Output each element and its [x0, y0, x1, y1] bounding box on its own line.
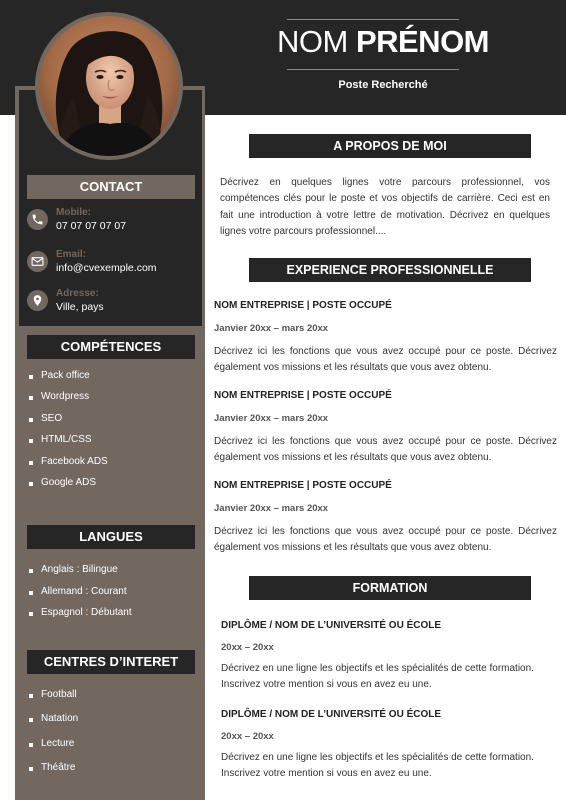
contact-value: 07 07 07 07 07	[56, 220, 127, 232]
list-item: HTML/CSS	[29, 434, 108, 455]
experience-desc: Décrivez ici les fonctions que vous avez occupé pour ce poste. Décrivez également vos missions et les résultats que vous avez obtenu.	[214, 526, 557, 553]
location-icon	[27, 290, 48, 311]
job-title: Poste Recherché	[338, 79, 428, 91]
skills-heading: COMPÉTENCES	[27, 335, 195, 359]
contact-value: info@cvexemple.com	[56, 262, 157, 274]
education-desc: Décrivez en une ligne les objectifs et les spécialités de cette formation. Inscrivez votre mention si vous en avez eu une.	[221, 663, 534, 690]
last-name: PRÉNOM	[355, 24, 490, 59]
experience-heading: EXPERIENCE PROFESSIONNELLE	[249, 258, 531, 282]
contact-heading: CONTACT	[27, 175, 195, 199]
experience-entry	[214, 480, 557, 553]
list-item: SEO	[29, 413, 108, 434]
list-item: Allemand : Courant	[29, 586, 132, 608]
candidate-name	[200, 24, 566, 60]
contact-item-mobile	[27, 207, 197, 243]
education-heading: FORMATION	[249, 576, 531, 600]
list-item: Wordpress	[29, 391, 108, 412]
experience-desc: Décrivez ici les fonctions que vous avez occupé pour ce poste. Décrivez également vos missions et les résultats que vous avez obtenu.	[214, 346, 557, 373]
list-item: Facebook ADS	[29, 456, 108, 477]
experience-dates: Janvier 20xx – mars 20xx	[214, 503, 329, 514]
education-title: DIPLÔME / NOM DE L’UNIVERSITÉ OU ÉCOLE	[221, 620, 442, 631]
experience-entry	[214, 390, 557, 463]
profile-photo	[39, 16, 179, 156]
education-title: DIPLÔME / NOM DE L’UNIVERSITÉ OU ÉCOLE	[221, 709, 442, 720]
languages-list	[29, 564, 132, 629]
education-dates: 20xx – 20xx	[221, 731, 274, 742]
list-item: Théâtre	[29, 762, 78, 786]
experience-desc: Décrivez ici les fonctions que vous avez occupé pour ce poste. Décrivez également vos missions et les résultats que vous avez obtenu.	[214, 436, 557, 463]
list-item: Google ADS	[29, 477, 108, 498]
languages-heading: LANGUES	[27, 525, 195, 549]
interests-heading: CENTRES D’INTERET	[27, 650, 195, 674]
contact-label: Email:	[56, 249, 87, 260]
name-rule-bottom	[287, 69, 459, 70]
contact-value: Ville, pays	[56, 301, 104, 313]
education-dates: 20xx – 20xx	[221, 642, 274, 653]
first-name: NOM	[276, 24, 348, 59]
contact-label: Mobile:	[56, 207, 91, 218]
experience-title: NOM ENTREPRISE | POSTE OCCUPÉ	[214, 480, 392, 491]
list-item: Lecture	[29, 738, 78, 762]
experience-entry	[214, 300, 557, 373]
phone-icon	[27, 209, 48, 230]
skills-list	[29, 370, 108, 498]
interests-list	[29, 689, 78, 786]
experience-title: NOM ENTREPRISE | POSTE OCCUPÉ	[214, 300, 392, 311]
list-item: Pack office	[29, 370, 108, 391]
about-heading: A PROPOS DE MOI	[249, 134, 531, 158]
experience-title: NOM ENTREPRISE | POSTE OCCUPÉ	[214, 390, 392, 401]
list-item: Football	[29, 689, 78, 713]
list-item: Espagnol : Débutant	[29, 607, 132, 629]
experience-dates: Janvier 20xx – mars 20xx	[214, 323, 329, 334]
name-rule-top	[287, 19, 459, 20]
education-entry	[221, 709, 551, 779]
experience-dates: Janvier 20xx – mars 20xx	[214, 413, 329, 424]
list-item: Natation	[29, 713, 78, 737]
education-desc: Décrivez en une ligne les objectifs et les spécialités de cette formation. Inscrivez votre mention si vous en avez eu une.	[221, 752, 534, 779]
list-item: Anglais : Bilingue	[29, 564, 132, 586]
contact-item-email	[27, 249, 197, 285]
email-icon	[27, 251, 48, 272]
contact-item-address	[27, 288, 197, 324]
contact-label: Adresse:	[56, 288, 99, 299]
education-entry	[221, 620, 551, 690]
about-text: Décrivez en quelques lignes votre parcours professionnel, vos compétences clés pour le poste et vos objectifs de carrière. Ceci est en fait une introduction à votre lettre de motivation. Décrivez en quelques lignes votre parcours professionnel....	[220, 177, 550, 237]
